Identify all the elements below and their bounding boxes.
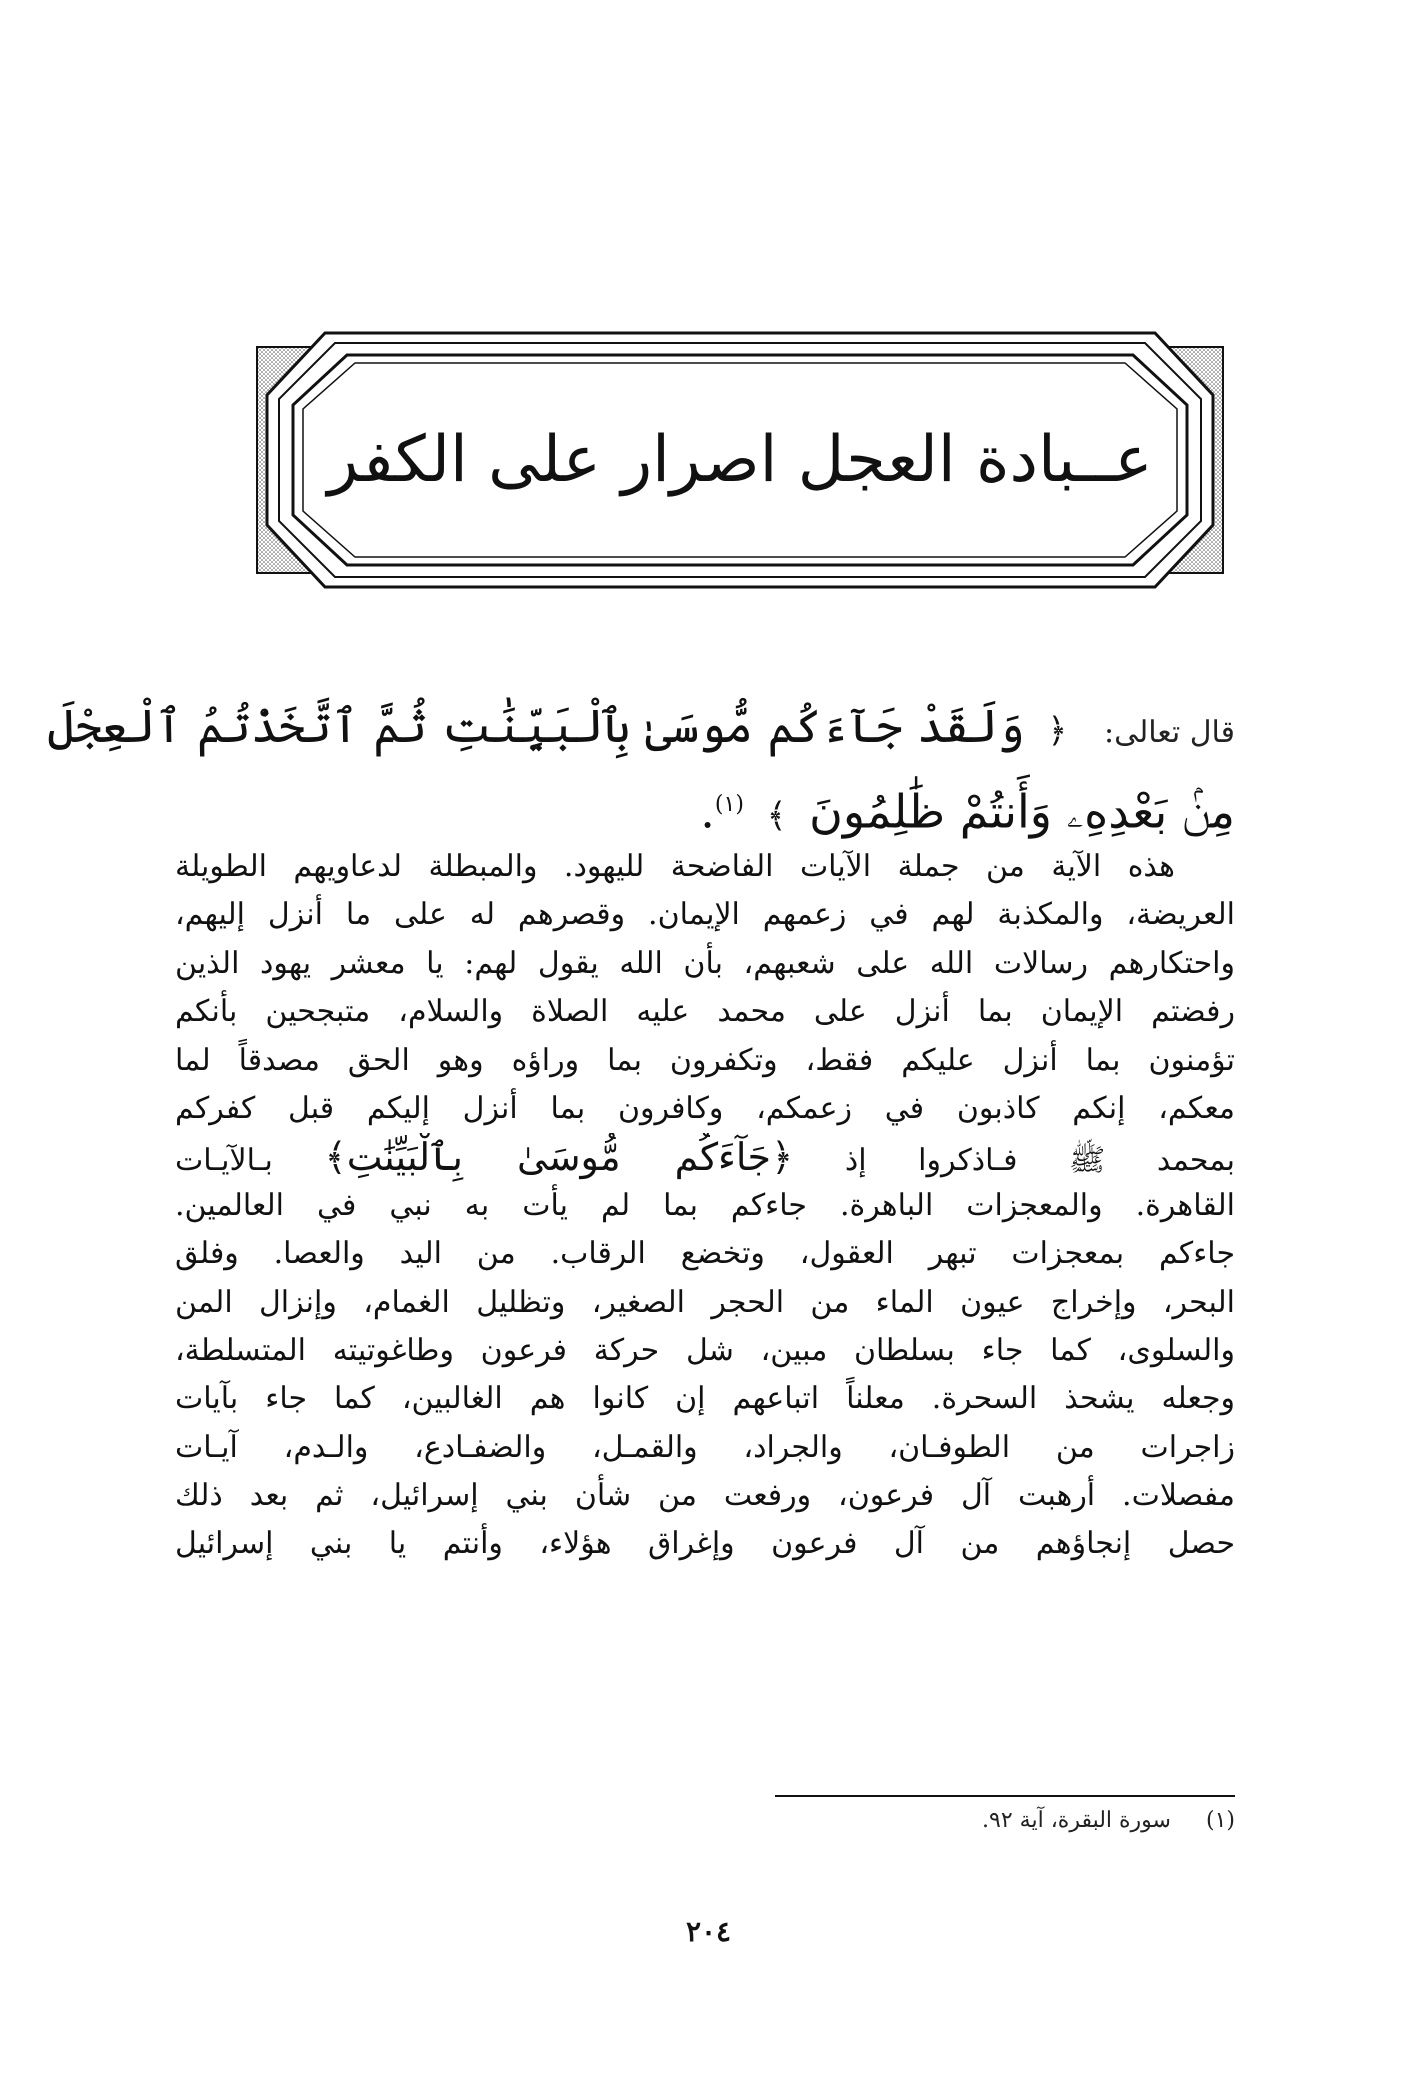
verse-end-dot: . bbox=[700, 784, 715, 839]
page-number: ٢٠٤ bbox=[685, 1915, 732, 1948]
open-bracket-ornament: ﴿ bbox=[1047, 711, 1068, 751]
line7-after: بـالآيـات bbox=[175, 1143, 273, 1179]
body-line-8: القاهرة. والمعجزات الباهرة. جاءكم بما لم يأت به نبي في العالمين. bbox=[175, 1187, 1235, 1223]
body-line-13: زاجرات من الطوفـان، والجراد، والقمـل، والضفـادع، والـدم، آيـات bbox=[175, 1429, 1235, 1465]
footnote bbox=[700, 1808, 1235, 1833]
inline-quran-quote: ﴿جَآءَكُم مُّوسَىٰ بِٱلْبَيِّنَٰتِ﴾ bbox=[324, 1135, 794, 1180]
line7-before: بمحمد ﷺ فـاذكروا إذ bbox=[844, 1143, 1235, 1179]
footnote-text: سورة البقرة، آية ٩٢. bbox=[982, 1808, 1171, 1833]
footnote-divider bbox=[775, 1795, 1235, 1797]
chapter-title-frame bbox=[255, 325, 1225, 595]
body-line-1: هذه الآية من جملة الآيات الفاضحة لليهود. والمبطلة لدعاويهم الطويلة bbox=[175, 849, 1175, 884]
footnote-ref: (١) bbox=[714, 792, 744, 817]
verse-intro: قال تعالى: bbox=[1103, 715, 1235, 750]
body-line-5: تؤمنون بما أنزل عليكم فقط، وتكفرون بما وراؤه وهو الحق مصدقاً لما bbox=[175, 1042, 1235, 1078]
body-line-6: معكم، إنكم كاذبون في زعمكم، وكافرون بما أنزل إليكم قبل كفركم bbox=[175, 1090, 1235, 1126]
verse-text-2: مِنۢ بَعْدِهِۦ وَأَنتُمْ ظَٰلِمُونَ bbox=[809, 784, 1235, 839]
body-line-12: وجعله يشحذ السحرة. معلناً اتباعهم إن كانوا هم الغالبين، كما جاء بآيات bbox=[175, 1381, 1235, 1417]
body-line-4: رفضتم الإيمان بما أنزل على محمد عليه الصلاة والسلام، متبجحين بأنكم bbox=[175, 994, 1235, 1030]
verse-text-1: وَلَقَدْ جَآءَكُم مُّوسَىٰ بِٱلْبَيِّنَٰتِ ثُمَّ ٱتَّخَذْتُمُ ٱلْعِجْلَ bbox=[47, 699, 1025, 753]
body-line-3: واحتكارهم رسالات الله على شعبهم، بأن الله يقول لهم: يا معشر يهود الذين bbox=[175, 945, 1235, 981]
footnote-number: (١) bbox=[1205, 1808, 1235, 1833]
body-line-11: والسلوى، كما جاء بسلطان مبين، شل حركة فرعون وطاغوتيته المتسلطة، bbox=[175, 1332, 1235, 1368]
body-line-15: حصل إنجاؤهم من آل فرعون وإغراق هؤلاء، وأنتم يا بني إسرائيل bbox=[175, 1526, 1235, 1562]
body-line-7 bbox=[175, 1133, 1235, 1181]
body-line-2: العريضة، والمكذبة لهم في زعمهم الإيمان. وقصرهم له على ما أنزل إليهم، bbox=[175, 897, 1235, 933]
body-line-10: البحر، وإخراج عيون الماء من الحجر الصغير، وتظليل الغمام، وإنزال المن bbox=[175, 1284, 1235, 1320]
body-paragraph bbox=[175, 843, 1235, 1569]
verse-line-2 bbox=[175, 769, 1235, 852]
verse-line-1 bbox=[47, 690, 1235, 769]
body-line-9: جاءكم بمعجزات تبهر العقول، وتخضع الرقاب. من اليد والعصا. وفلق bbox=[175, 1236, 1235, 1272]
close-bracket-ornament: ﴾ bbox=[766, 796, 787, 837]
chapter-title: عــبادة العجل اصرار على الكفر bbox=[327, 423, 1153, 497]
quran-verse bbox=[47, 690, 1235, 852]
body-line-14: مفصلات. أرهبت آل فرعون، ورفعت من شأن بني إسرائيل، ثم بعد ذلك bbox=[175, 1478, 1235, 1514]
